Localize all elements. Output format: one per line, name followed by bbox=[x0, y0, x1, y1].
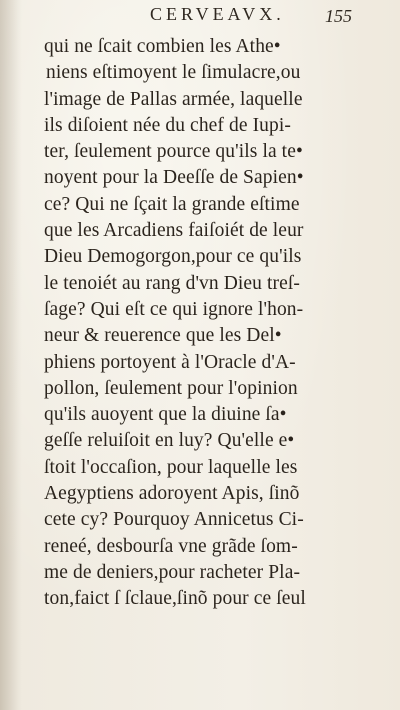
running-head: CERVEAVX. bbox=[150, 4, 285, 24]
text-line: Aegyptiens adoroyent Apis, ſinõ bbox=[44, 483, 300, 505]
text-line: ce? Qui ne ſçait la grande eſtime bbox=[44, 193, 300, 215]
body-text bbox=[44, 34, 374, 613]
text-line: pollon, ſeulement pour l'opinion bbox=[44, 377, 298, 399]
text-line: ſtoit l'occaſion, pour laquelle les bbox=[44, 456, 298, 478]
text-line: cete cy? Pourquoy Annicetus Ci- bbox=[44, 509, 304, 531]
text-line: ſage? Qui eſt ce qui ignore l'hon- bbox=[44, 298, 304, 320]
text-line: me de deniers,pour racheter Pla- bbox=[44, 561, 301, 583]
text-line: le tenoiét au rang d'vn Dieu treſ- bbox=[44, 272, 300, 294]
text-line: qui ne ſcait combien les Athe• bbox=[44, 36, 281, 57]
text-line: noyent pour la Deeſſe de Sapien• bbox=[44, 167, 304, 189]
text-line: ton,faict ſ ſclaue,ſinõ pour ce ſeul bbox=[44, 588, 306, 610]
text-line: ils diſoient née du chef de Iupi- bbox=[44, 114, 291, 136]
text-line: que les Arcadiens faiſoiét de leur bbox=[44, 220, 304, 242]
text-line: ter, ſeulement pource qu'ils la te• bbox=[44, 141, 303, 163]
text-line: reneé, desbourſa vne grãde ſom- bbox=[44, 535, 298, 557]
text-line: Dieu Demogorgon,pour ce qu'ils bbox=[44, 246, 302, 268]
text-line: geſſe reluiſoit en luy? Qu'elle e• bbox=[44, 430, 295, 452]
page-number: 155 bbox=[325, 6, 352, 26]
text-line: neur & reuerence que les Del• bbox=[44, 325, 282, 347]
text-line: qu'ils auoyent que la diuine ſa• bbox=[44, 404, 287, 426]
text-line: l'image de Pallas armée, laquelle bbox=[44, 88, 303, 110]
text-line: phiens portoyent à l'Oracle d'A- bbox=[44, 351, 296, 373]
text-line: niens eſtimoyent le ſimulacre,ou bbox=[46, 62, 301, 84]
gutter-shadow bbox=[0, 0, 22, 710]
